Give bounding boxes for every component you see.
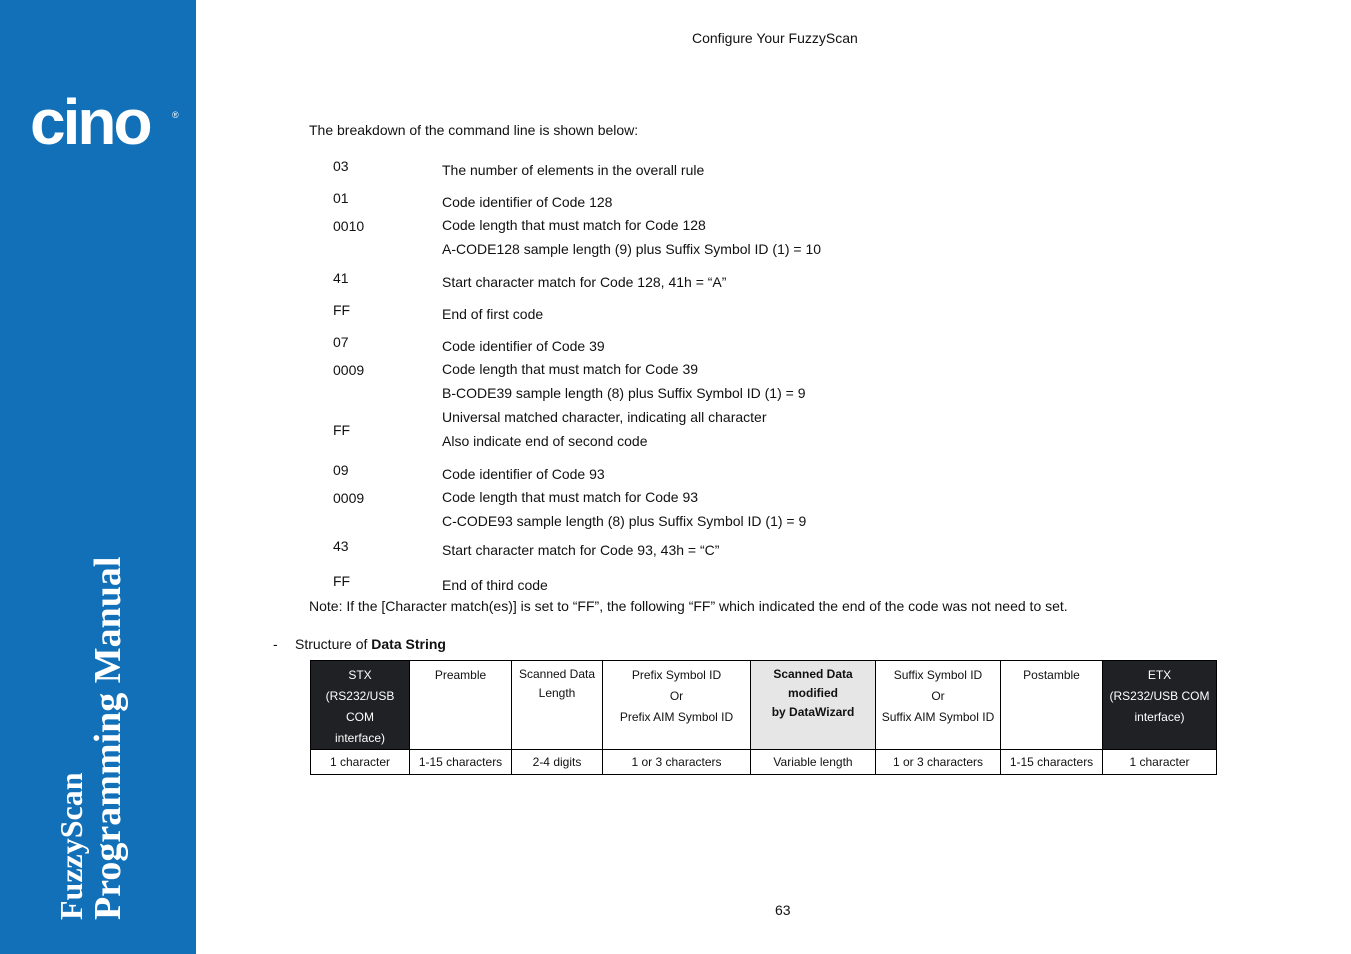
element-description: [442, 213, 821, 261]
description-line: Code length that must match for Code 93: [442, 489, 699, 505]
registered-mark: ®: [172, 110, 179, 120]
value-cell: Variable length: [751, 750, 876, 775]
element-code: 0009: [333, 490, 365, 506]
description-line: Code identifier of Code 93: [442, 466, 605, 482]
header-line: Suffix AIM Symbol ID: [881, 710, 995, 724]
element-code: FF: [333, 573, 351, 589]
header-line: by DataWizard: [771, 705, 855, 719]
element-description: [442, 190, 612, 214]
page-number: 63: [775, 902, 791, 918]
header-line: (RS232/USB COM: [325, 689, 395, 724]
page-header: Configure Your FuzzyScan: [692, 30, 858, 46]
note-text: Note: If the [Character match(es)] is set to “FF”, the following “FF” which indicated the end of the code was not need to set.: [309, 598, 1068, 614]
table-value-row: [311, 750, 1217, 775]
header-cell-stx: [311, 661, 410, 750]
element-code: FF: [333, 302, 351, 318]
list-dash: -: [273, 636, 278, 652]
element-description: [442, 334, 605, 358]
element-code: 07: [333, 334, 349, 350]
description-line: Code identifier of Code 39: [442, 338, 605, 354]
header-cell-prefix-id: [603, 661, 751, 750]
element-description: [442, 357, 806, 405]
element-code: 01: [333, 190, 349, 206]
header-cell-scanned-length: [512, 661, 603, 750]
manual-title-line1: FuzzyScan: [53, 772, 89, 920]
element-code: 41: [333, 270, 349, 286]
header-line: ETX: [1147, 668, 1172, 682]
element-code: 03: [333, 158, 349, 174]
description-line: End of first code: [442, 306, 544, 322]
element-code: 0009: [333, 362, 365, 378]
description-line: End of third code: [442, 577, 548, 593]
value-cell: 1 or 3 characters: [603, 750, 751, 775]
header-line: (RS232/USB COM: [1109, 689, 1210, 703]
intro-text: The breakdown of the command line is shown below:: [309, 122, 639, 138]
element-description: [442, 485, 806, 533]
description-line: Code identifier of Code 128: [442, 194, 613, 210]
header-cell-postamble: [1001, 661, 1103, 750]
manual-title-line2: Programming Manual: [87, 556, 129, 920]
value-cell: 1-15 characters: [410, 750, 512, 775]
header-line: Or: [931, 689, 945, 703]
description-line: Also indicate end of second code: [442, 433, 648, 449]
description-line: B-CODE39 sample length (8) plus Suffix Symbol ID (1) = 9: [442, 385, 806, 401]
element-code: 0010: [333, 218, 365, 234]
element-description: [442, 270, 726, 294]
element-description: [442, 405, 767, 453]
header-line: interface): [1134, 710, 1185, 724]
header-line: Prefix AIM Symbol ID: [619, 710, 734, 724]
element-code: 09: [333, 462, 349, 478]
value-cell: 1 character: [1103, 750, 1217, 775]
description-line: The number of elements in the overall rule: [442, 162, 705, 178]
header-line: interface): [334, 731, 386, 745]
header-line: Scanned Data modified: [773, 667, 853, 700]
cino-logo: cino: [30, 86, 150, 158]
structure-prefix: Structure of: [295, 636, 372, 652]
header-cell-preamble: [410, 661, 512, 750]
header-line: Length: [538, 686, 576, 700]
element-code: FF: [333, 422, 351, 438]
description-line: Code length that must match for Code 39: [442, 361, 699, 377]
description-line: Start character match for Code 128, 41h = “A”: [442, 274, 727, 290]
table-header-row: [311, 661, 1217, 750]
element-description: [442, 462, 605, 486]
description-line: Code length that must match for Code 128: [442, 217, 706, 233]
structure-heading: [273, 636, 446, 652]
description-line: A-CODE128 sample length (9) plus Suffix Symbol ID (1) = 10: [442, 241, 822, 257]
element-code: 43: [333, 538, 349, 554]
description-line: Start character match for Code 93, 43h = “C”: [442, 542, 720, 558]
value-cell: 1 character: [311, 750, 410, 775]
header-line: Postamble: [1023, 668, 1080, 682]
value-cell: 1-15 characters: [1001, 750, 1103, 775]
description-line: C-CODE93 sample length (8) plus Suffix Symbol ID (1) = 9: [442, 513, 807, 529]
header-line: Prefix Symbol ID: [631, 668, 722, 682]
header-line: Preamble: [434, 668, 487, 682]
sidebar: [0, 0, 196, 954]
header-line: Scanned Data: [518, 667, 596, 681]
header-line: Suffix Symbol ID: [893, 668, 983, 682]
element-description: [442, 158, 704, 182]
header-line: STX: [348, 668, 372, 682]
element-description: [442, 538, 719, 562]
element-description: [442, 302, 543, 326]
value-cell: 1 or 3 characters: [876, 750, 1001, 775]
manual-title: [54, 557, 128, 920]
header-cell-scanned-modified: [751, 661, 876, 750]
element-description: [442, 573, 548, 597]
header-cell-etx: [1103, 661, 1217, 750]
data-string-table: [310, 660, 1217, 775]
value-cell: 2-4 digits: [512, 750, 603, 775]
description-line: Universal matched character, indicating all character: [442, 409, 767, 425]
header-cell-suffix-id: [876, 661, 1001, 750]
structure-bold: Data String: [371, 636, 446, 652]
header-line: Or: [669, 689, 684, 703]
